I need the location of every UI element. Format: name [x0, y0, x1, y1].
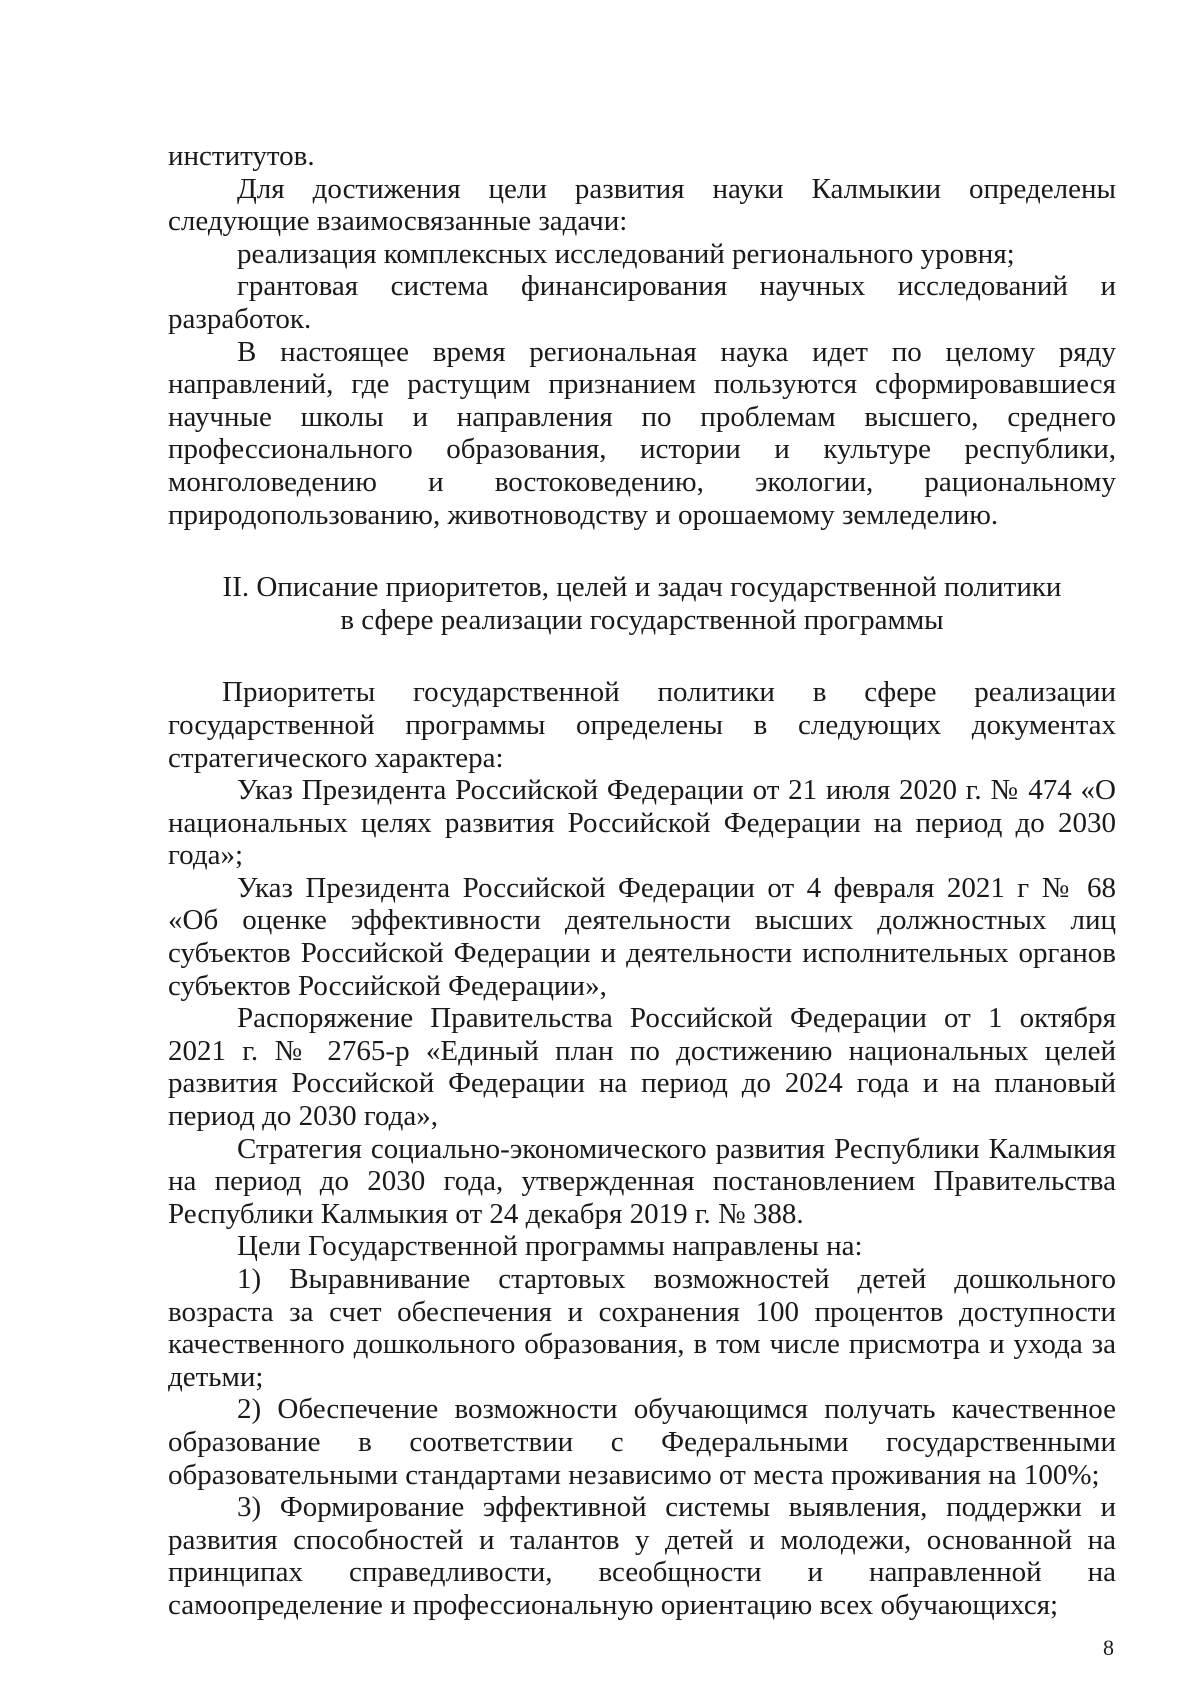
paragraph: Распоряжение Правительства Российской Федерации от 1 октября 2021 г. № 2765-р «Единый план по достижению национальных целей развития Российской Федерации на период до 2024 года и на плановый период до 2030 года», — [168, 1002, 1116, 1133]
section-heading-line: в сфере реализации государственной программы — [340, 603, 944, 636]
paragraph: Для достижения цели развития науки Калмыкии определены следующие взаимосвязанные задачи: — [168, 172, 1116, 238]
paragraph: Стратегия социально-экономического развития Республики Калмыкия на период до 2030 года, утвержденная постановлением Правительства Республики Калмыкия от 24 декабря 2019 г. № 388. — [168, 1132, 1116, 1230]
section-heading — [168, 571, 1116, 636]
paragraph: институтов. — [168, 140, 315, 172]
paragraph: грантовая система финансирования научных исследований и разработок. — [168, 270, 1116, 335]
paragraph: Указ Президента Российской Федерации от 21 июля 2020 г. № 474 «О национальных целях развития Российской Федерации на период до 2030 года»; — [168, 774, 1116, 872]
paragraph: Цели Государственной программы направлены на: — [237, 1230, 863, 1263]
list-item: 3) Формирование эффективной системы выявления, поддержки и развития способностей и талантов у детей и молодежи, основанной на принципах справедливости, всеобщности и направленной на самоопределение и профессиональную ориентацию всех обучающихся; — [168, 1491, 1116, 1621]
paragraph: В настоящее время региональная наука идет по целому ряду направлений, где растущим признанием пользуются сформировавшиеся научные школы и направления по проблемам высшего, среднего профессионального образования, истории и культуре республики, монголоведению и востоковедению, экологии, рациональному природопользованию, животноводству и орошаемому земледелию. — [168, 335, 1116, 531]
paragraph: Указ Президента Российской Федерации от 4 февраля 2021 г № 68 «Об оценке эффективности деятельности высших должностных лиц субъектов Российской Федерации и деятельности исполнительных органов субъектов Российской Федерации», — [168, 871, 1116, 1002]
list-item: 2) Обеспечение возможности обучающимся получать качественное образование в соответствии с Федеральными государственными образовательными стандартами независимо от места проживания на 100%; — [168, 1393, 1116, 1491]
paragraph: реализация комплексных исследований регионального уровня; — [237, 237, 1015, 270]
page-number: 8 — [1103, 1635, 1114, 1660]
paragraph: Приоритеты государственной политики в сфере реализации государственной программы определены в следующих документах стратегического характера: — [168, 676, 1116, 774]
section-heading-line: II. Описание приоритетов, целей и задач государственной политики — [222, 571, 1062, 604]
document-body — [168, 140, 1116, 1622]
list-item: 1) Выравнивание стартовых возможностей детей дошкольного возраста за счет обеспечения и сохранения 100 процентов доступности качественного дошкольного образования, в том числе присмотра и ухода за детьми; — [168, 1263, 1116, 1393]
